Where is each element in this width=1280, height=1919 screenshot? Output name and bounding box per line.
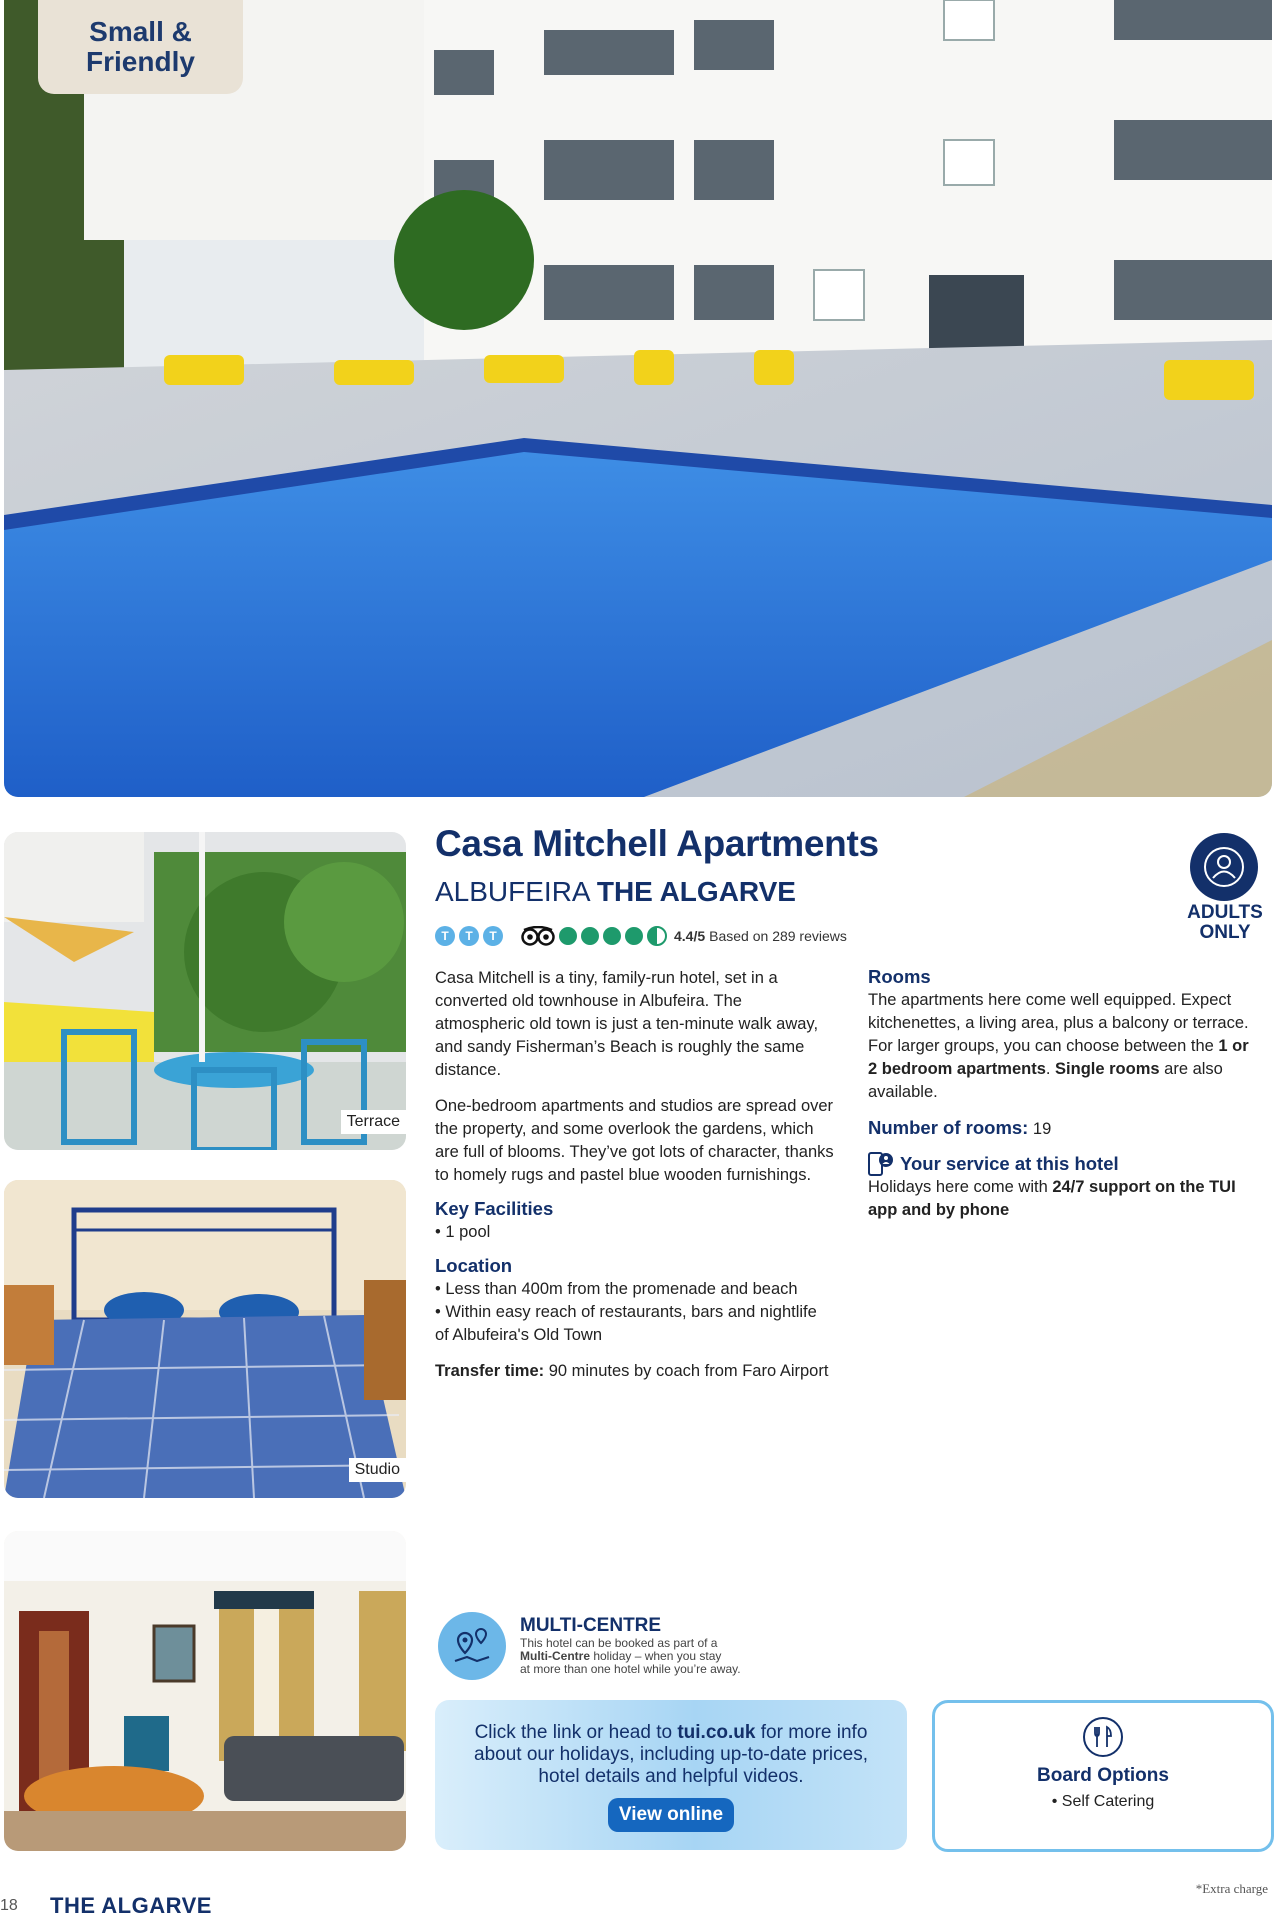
tripadvisor-score: 4.4/5 (674, 928, 706, 944)
rooms-text (868, 989, 1260, 1104)
hotel-region: THE ALGARVE (596, 876, 796, 907)
tripadvisor-bubble-icon (603, 927, 621, 945)
transfer-time (435, 1360, 835, 1383)
tui-rating-icon: T (459, 926, 479, 946)
board-options-title: Board Options (1037, 1765, 1169, 1786)
studio-caption: Studio (349, 1458, 406, 1482)
studio-photo (4, 1180, 406, 1498)
rooms-bold-a: 1 or 2 bedroom apartments (868, 1037, 1249, 1078)
tui-rating-icon: T (483, 926, 503, 946)
number-of-rooms (868, 1116, 1260, 1141)
rooms-bold-b: Single rooms (1055, 1060, 1160, 1078)
service-heading: Your service at this hotel (900, 1153, 1119, 1174)
hero-pool-photo (4, 0, 1272, 797)
cta-text-a: Click the link or head to (474, 1722, 678, 1743)
rooms-text-a: The apartments here come well equipped. Expect kitchenettes, a living area, plus a balcony or terrace. For larger groups, you can choose between the (868, 991, 1249, 1055)
details-column (868, 965, 1260, 1222)
multi-centre-title: MULTI-CENTRE (520, 1615, 662, 1636)
key-facility-item: • 1 pool (435, 1223, 491, 1241)
hotel-town: ALBUFEIRA (435, 876, 590, 907)
cta-text (455, 1722, 887, 1788)
transfer-label: Transfer time: (435, 1362, 545, 1380)
service-text (868, 1176, 1260, 1222)
multi-centre-line-1: This hotel can be booked as part of a (520, 1636, 718, 1650)
service-heading-row (868, 1152, 1260, 1176)
intro-paragraph-2: One-bedroom apartments and studios are spread over the property, and some overlook the gardens, which are full of blooms. They’ve got lots of character, thanks to homely rugs and pastel blue wooden furnishings. (435, 1097, 834, 1184)
adults-only-label (1180, 903, 1270, 943)
adults-only-line-2: ONLY (1199, 922, 1251, 943)
tui-website-link[interactable]: tui.co.uk (677, 1722, 756, 1743)
tripadvisor-owl-icon (521, 926, 555, 946)
hotel-location (435, 876, 796, 908)
tripadvisor-bubble-icon (581, 927, 599, 945)
service-text-a: Holidays here come with (868, 1178, 1053, 1196)
tripadvisor-reviews: Based on 289 reviews (709, 928, 847, 944)
tripadvisor-bubble-icon (625, 927, 643, 945)
number-of-rooms-label: Number of rooms: (868, 1117, 1029, 1138)
hotel-name: Casa Mitchell Apartments (435, 823, 879, 864)
service-bold: 24/7 support on the TUI app and by phone (868, 1178, 1236, 1219)
rooms-text-c: are also available. (868, 1060, 1223, 1101)
key-facilities-heading: Key Facilities (435, 1198, 554, 1219)
adults-only-icon (1190, 833, 1258, 901)
multi-centre-icon (438, 1612, 506, 1680)
location-item: • Less than 400m from the promenade and beach (435, 1280, 798, 1298)
multi-centre-line-3: at more than one hotel while you’re away. (520, 1662, 741, 1676)
living-room-photo (4, 1531, 406, 1851)
intro-paragraph-1: Casa Mitchell is a tiny, family-run hotel, set in a converted old townhouse in Albufeira. The atmospheric old town is just a ten-minute walk away, and sandy Fisherman’s Beach is roughly the same distance. (435, 969, 819, 1079)
tripadvisor-half-bubble-icon (647, 926, 667, 946)
ratings-row (435, 924, 847, 948)
view-online-panel (435, 1700, 907, 1850)
footer-region: THE ALGARVE (50, 1893, 212, 1918)
extra-charge-footnote: *Extra charge (1195, 1881, 1268, 1896)
tui-rating-icon: T (435, 926, 455, 946)
number-of-rooms-value: 19 (1028, 1120, 1052, 1138)
multi-centre-line-2-text: holiday – when you stay (590, 1649, 722, 1663)
location-item: • Within easy reach of restaurants, bars and nightlife of Albufeira's Old Town (435, 1303, 817, 1344)
transfer-value: 90 minutes by coach from Faro Airport (544, 1362, 829, 1380)
page-number: 18 (0, 1897, 18, 1914)
rooms-text-b: . (1045, 1060, 1056, 1078)
cutlery-icon (1083, 1717, 1123, 1757)
description-column (435, 967, 835, 1383)
cta-text-b: for more info about our holidays, including up-to-date prices, hotel details and helpful videos. (474, 1722, 868, 1787)
badge-line-1: Small & (89, 16, 192, 47)
terrace-photo (4, 832, 406, 1150)
tripadvisor-bubble-icon (559, 927, 577, 945)
terrace-caption: Terrace (341, 1110, 406, 1134)
board-options-panel (932, 1700, 1274, 1852)
view-online-button[interactable]: View online (608, 1798, 734, 1832)
rooms-heading: Rooms (868, 966, 931, 987)
multi-centre-bold: Multi-Centre (520, 1649, 590, 1663)
badge-line-2: Friendly (86, 46, 195, 77)
phone-support-icon (868, 1152, 894, 1176)
small-and-friendly-badge (38, 0, 243, 94)
multi-centre-text (520, 1637, 840, 1676)
adults-only-line-1: ADULTS (1187, 902, 1263, 923)
board-option-item: • Self Catering (1051, 1793, 1155, 1810)
location-heading: Location (435, 1255, 513, 1276)
